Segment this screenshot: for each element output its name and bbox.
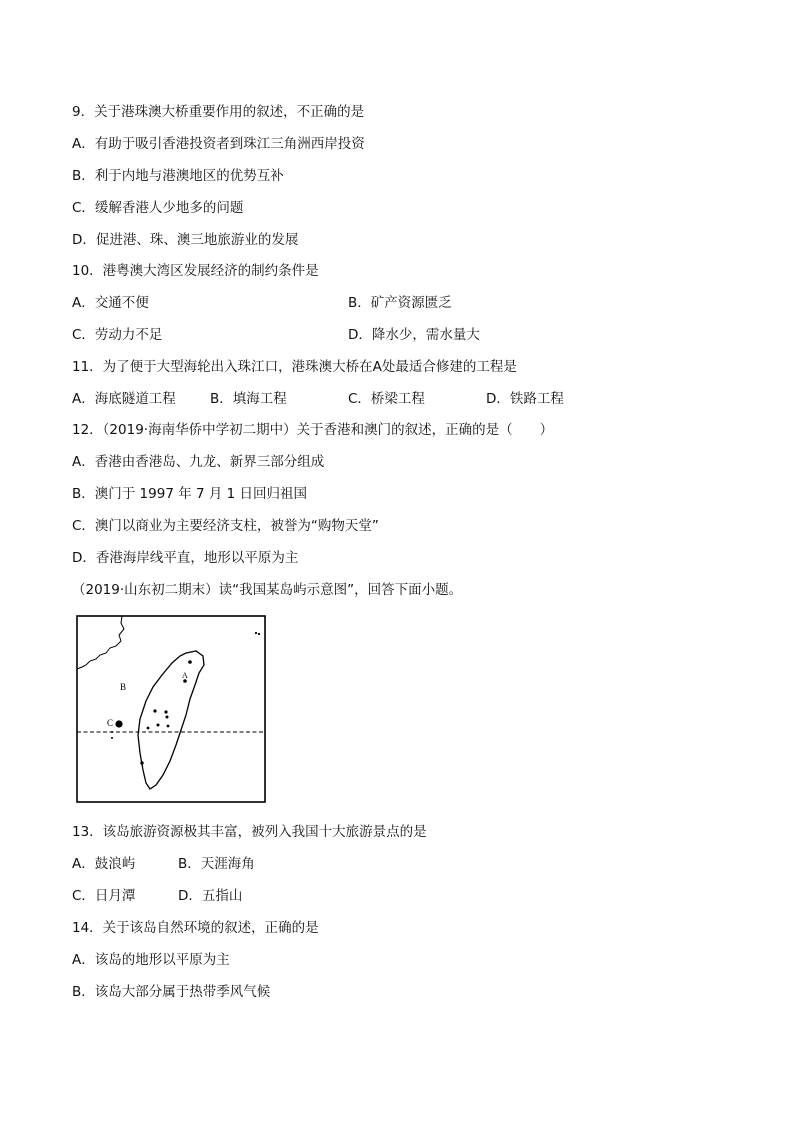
question-13-option-d: D．五指山	[178, 888, 243, 904]
question-10-stem: 10．港粤澳大湾区发展经济的制约条件是	[72, 263, 319, 279]
islet-dot	[255, 632, 257, 634]
question-13-stem: 13．该岛旅游资源极其丰富，被列入我国十大旅游景点的是	[72, 824, 427, 840]
map-label-c: C	[107, 718, 114, 728]
map-label-a: A	[182, 671, 188, 680]
city-dot	[167, 725, 170, 728]
city-dot	[166, 716, 169, 719]
question-14-option-b: B．该岛大部分属于热带季风气候	[72, 984, 271, 1000]
question-13-option-b: B．天涯海角	[178, 856, 255, 872]
question-10-option-a: A．交通不便	[72, 295, 149, 311]
question-10-option-c: C．劳动力不足	[72, 327, 163, 343]
question-11-stem: 11．为了便于大型海轮出入珠江口，港珠澳大桥在A处最适合修建的工程是	[72, 359, 517, 375]
question-12-option-c: C．澳门以商业为主要经济支柱，被誉为“购物天堂”	[72, 518, 379, 534]
question-10-option-d: D．降水少，需水量大	[348, 327, 480, 343]
question-11-option-a: A．海底隧道工程	[72, 391, 176, 407]
question-9-option-a: A．有助于吸引香港投资者到珠江三角洲西岸投资	[72, 136, 365, 152]
question-12-option-a: A．香港由香港岛、九龙、新界三部分组成	[72, 454, 325, 470]
map-intro-text: （2019·山东初二期末）读“我国某岛屿示意图”，回答下面小题。	[72, 582, 463, 598]
question-13-option-a: A．鼓浪屿	[72, 856, 136, 872]
question-9-option-b: B．利于内地与港澳地区的优势互补	[72, 168, 284, 184]
question-14-option-a: A．该岛的地形以平原为主	[72, 952, 230, 968]
question-11-option-c: C．桥梁工程	[348, 391, 425, 407]
point-c-dot	[115, 720, 122, 727]
question-12-stem: 12．（2019·海南华侨中学初二期中）关于香港和澳门的叙述，正确的是（ ）	[72, 422, 554, 438]
question-11-option-d: D．铁路工程	[486, 391, 564, 407]
city-dot	[157, 724, 160, 727]
question-14-stem: 14．关于该岛自然环境的叙述，正确的是	[72, 920, 319, 936]
islet-dot	[258, 633, 260, 635]
question-10-option-b: B．矿产资源匮乏	[348, 295, 452, 311]
question-9-option-d: D．促进港、珠、澳三地旅游业的发展	[72, 232, 299, 248]
question-13-option-c: C．日月潭	[72, 888, 136, 904]
city-dot	[140, 761, 143, 764]
question-9-option-c: C．缓解香港人少地多的问题	[72, 200, 244, 216]
question-12-option-b: B．澳门于 1997 年 7 月 1 日回归祖国	[72, 486, 308, 502]
city-dot	[188, 660, 192, 664]
island-map	[76, 615, 266, 803]
city-dot	[164, 710, 167, 713]
question-11-option-b: B．填海工程	[210, 391, 287, 407]
city-dot	[153, 709, 156, 712]
islet-dot	[111, 737, 113, 739]
islet-dot	[111, 731, 113, 733]
map-label-b: B	[120, 682, 127, 692]
city-dot	[147, 727, 150, 730]
question-9-stem: 9．关于港珠澳大桥重要作用的叙述，不正确的是	[72, 104, 365, 120]
question-12-option-d: D．香港海岸线平直，地形以平原为主	[72, 550, 299, 566]
